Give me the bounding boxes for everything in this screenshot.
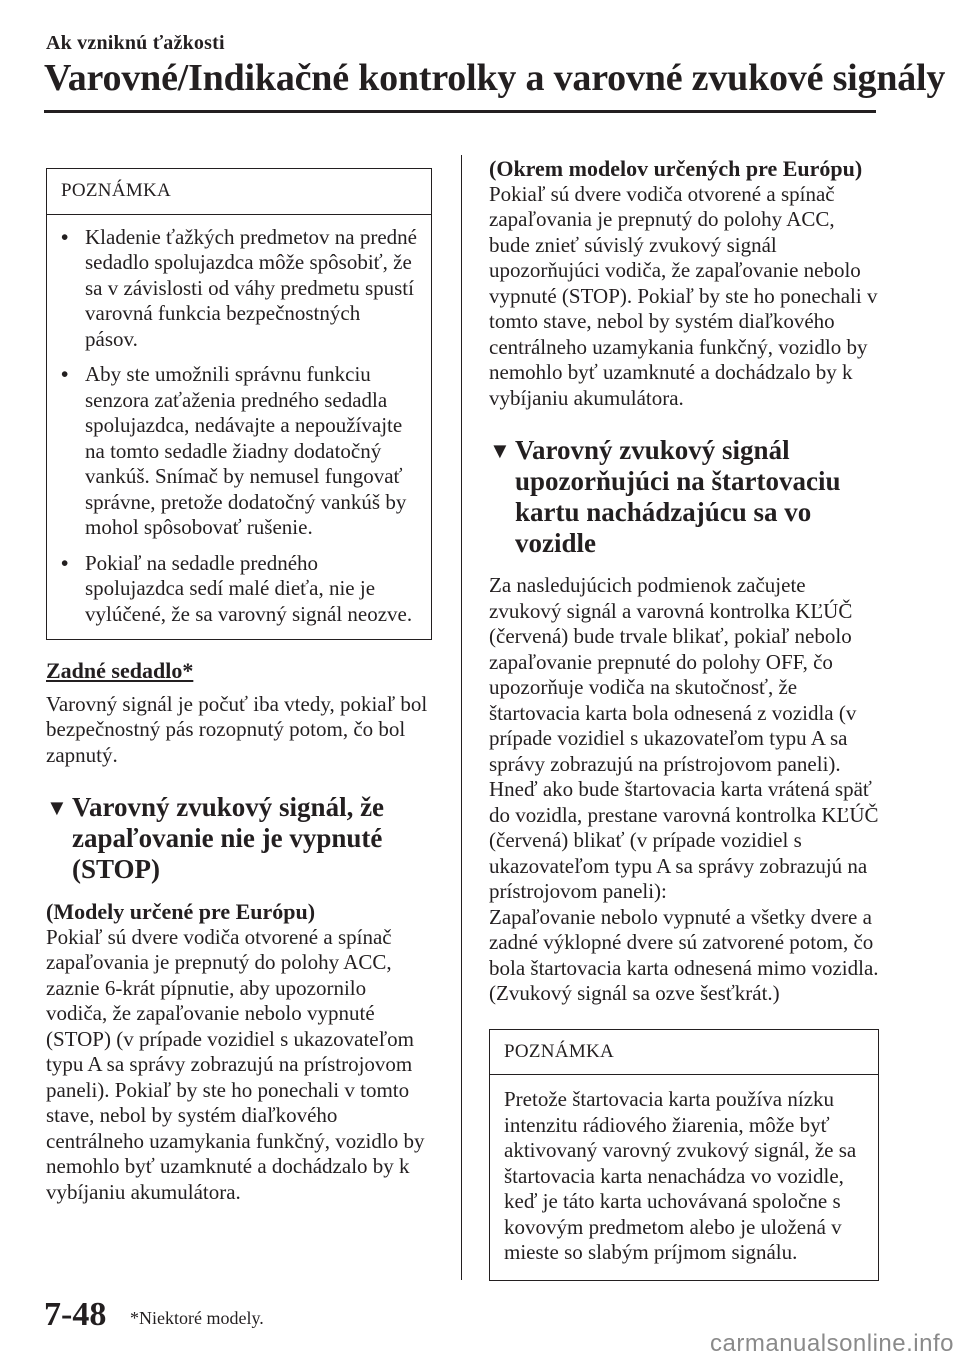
watermark: carmanualsonline.info xyxy=(710,1330,954,1357)
footnote: *Niektoré modely. xyxy=(130,1308,264,1328)
ignition-warning-heading xyxy=(46,792,432,885)
europe-models-text: Pokiaľ sú dvere vodiča otvorené a spínač zapaľovania je prepnutý do polohy ACC, zaznie 6-krát pípnutie, aby upozornilo vodiča, že zapaľovanie nebolo vypnuté (STOP) (v prípade vozidiel s ukazovateľom typu A sa správy zobrazujú na prístrojovom paneli). Pokiaľ by ste ho ponechali v tomto stave, nebol by systém diaľkového centrálneho uzamykania funkčný, vozidlo by nemohlo byť uzamknuté a dochádzalo by k vybíjaniu akumulátora. xyxy=(46,924,425,1204)
note-heading: POZNÁMKA xyxy=(490,1030,878,1076)
bullet-text: Pokiaľ na sedadle predného spolujazdca sedí malé dieťa, nie je vylúčené, že sa varovný signál neozve. xyxy=(85,550,413,626)
triangle-down-icon: ▼ xyxy=(46,795,68,820)
bullet-text: Kladenie ťažkých predmetov na predné sedadlo spolujazdca môže spôsobiť, že sa v závislosti od váhy predmetu spustí varovná funkcia bezpečnostných pásov. xyxy=(85,224,417,351)
bullet-text: Aby ste umožnili správnu funkciu senzora zaťaženia predného sedadla spolujazdca, nedávajte a nepoužívajte na tomto sedadle žiadny dodatočný vankúš. Snímač by nemusel fungovať správne, pretože dodatočný vankúš by mohol spôsobovať rušenie. xyxy=(85,362,407,539)
title-rule xyxy=(44,110,876,113)
page-title: Varovné/Indikačné kontrolky a varovné zvukové signály xyxy=(44,57,946,99)
card-warning-title: Varovný zvukový signál upozorňujúci na štartovaciu kartu nachádzajúcu sa vo vozidle xyxy=(515,435,841,558)
card-warning-text: Za nasledujúcich podmienok začujete zvukový signál a varovná kontrolka KĽÚČ (červená) bude trvale blikať, pokiaľ nebolo zapaľovanie prepnuté do polohy OFF, čo upozorňuje vodiča na skutočnosť, že štartovacia karta bola odnesená z vozidla (v prípade vozidiel s ukazovateľom typu A sa správy zobrazujú na prístrojovom paneli). Hneď ako bude štartovacia karta vrátená späť do vozidla, prestane varovná kontrolka KĽÚČ (červená) blikať (v prípade vozidiel s ukazovateľom typu A sa správy zobrazujú na prístrojovom paneli): xyxy=(489,573,879,903)
note-bullet xyxy=(61,225,417,353)
card-warning-text-2: Zapaľovanie nebolo vypnuté a všetky dvere a zadné výklopné dvere sú zatvorené potom, čo bola štartovacia karta odnesená mimo vozidla. (Zvukový signál sa ozve šesťkrát.) xyxy=(489,904,879,1005)
note-text: Pretože štartovacia karta používa nízku intenzitu rádiového žiarenia, môže byť aktivovaný varovný zvukový signál, že sa štartovacia karta nenachádza vo vozidle, keď je táto karta uchovávaná spoločne s kovovým predmetom alebo je uložená v mieste so slabým príjmom signálu. xyxy=(504,1087,857,1264)
section-label: Ak vzniknú ťažkosti xyxy=(46,32,225,54)
bullet-icon: • xyxy=(61,362,69,386)
column-divider xyxy=(461,155,462,1280)
rear-seat-heading: Zadné sedadlo* xyxy=(46,658,194,683)
non-europe-models-text: Pokiaľ sú dvere vodiča otvorené a spínač zapaľovania je prepnutý do polohy ACC, bude znieť súvislý zvukový signál upozorňujúci vodiča, že zapaľovanie nebolo vypnuté (STOP). Pokiaľ by ste ho ponechali v tomto stave, nebol by systém diaľkového centrálneho uzamykania funkčný, vozidlo by nemohlo byť uzamknuté a dochádzalo by k vybíjaniu akumulátora. xyxy=(489,181,878,410)
non-europe-models-label: (Okrem modelov určených pre Európu) xyxy=(489,156,863,181)
bullet-icon: • xyxy=(61,224,69,249)
left-column xyxy=(46,168,432,1211)
note-box-weight-sensor xyxy=(46,168,432,640)
note-body xyxy=(47,215,431,640)
note-heading: POZNÁMKA xyxy=(47,169,431,215)
triangle-down-icon: ▼ xyxy=(489,438,511,463)
right-column xyxy=(489,156,879,1281)
europe-models-label: (Modely určené pre Európu) xyxy=(46,899,316,924)
note-bullet xyxy=(61,551,417,628)
rear-seat-text: Varovný signál je počuť iba vtedy, pokiaľ bol bezpečnostný pás rozopnutý potom, čo bol zapnutý. xyxy=(46,691,428,767)
page-number: 7-48 xyxy=(44,1296,107,1333)
note-bullet xyxy=(61,362,417,541)
bullet-icon: • xyxy=(61,550,69,575)
card-warning-heading xyxy=(489,435,879,559)
ignition-warning-title: Varovný zvukový signál, že zapaľovanie nie je vypnuté (STOP) xyxy=(72,792,385,884)
note-box-start-card xyxy=(489,1029,879,1281)
